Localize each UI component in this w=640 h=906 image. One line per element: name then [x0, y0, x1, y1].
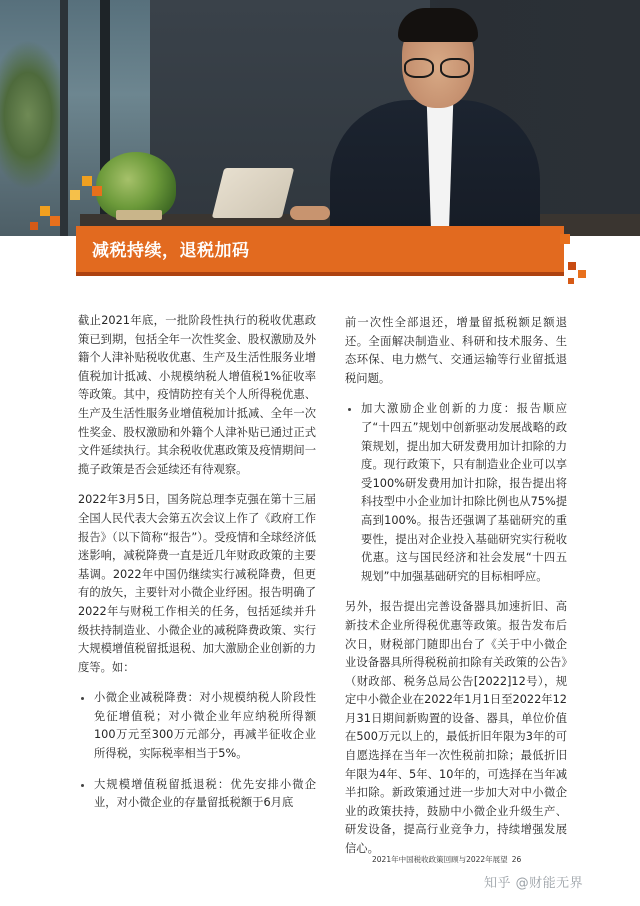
page-footer	[372, 854, 521, 865]
list-item: • 加大激励企业创新的力度：报告顺应了“十四五”规划中创新驱动发展战略的政策规划，提出加大研发费用加计扣除的力度。现行政策下，只有制造业企业可以享受100%研发费用加计扣除，报告提出将科技型中小企业加计扣除比例也从75%提高到100%。报告还强调了基础研究的重要性，提出对企业投入基础研究实行税收优惠。这与国民经济和社会发展“十四五规划”中加强基础研究的目标相呼应。	[361, 400, 567, 586]
left-column	[78, 312, 316, 825]
decor-square	[40, 206, 50, 216]
section-banner-shadow	[76, 272, 564, 276]
person-hand	[290, 206, 330, 220]
watermark: 知乎 @财能无界	[484, 876, 584, 891]
person-hair	[398, 8, 478, 42]
decor-square	[82, 176, 92, 186]
paragraph: 另外，报告提出完善设备器具加速折旧、高新技术企业所得税优惠等政策。报告发布后次日，财税部门随即出台了《关于中小微企业设备器具所得税税前扣除有关政策的公告》（财政部、税务总局公告[2022]12号），规定中小微企业在2022年1月1日至2022年12月31日期间新购置的设备、器具，单位价值在500万元以上的，最低折旧年限为3年的可自愿选择在当年一次性税前扣除；最低折旧年限为4年、5年、10年的，可选择在当年减半扣除。新政策通过进一步加大对中小微企业的政策扶持，鼓励中小微企业升级生产、研发设备，提高行业竞争力，持续增强发展信心。	[345, 600, 567, 856]
window-frame	[60, 0, 68, 236]
decor-square	[578, 270, 586, 278]
bullet-list	[78, 689, 316, 813]
plant-pot	[116, 210, 162, 220]
decor-square	[50, 216, 60, 226]
decor-square	[568, 262, 576, 270]
decor-square	[560, 234, 570, 244]
decor-square	[70, 190, 80, 200]
laptop	[212, 168, 294, 218]
hero-photo	[0, 0, 640, 236]
paragraph: 2022年3月5日，国务院总理李克强在第十三届全国人民代表大会第五次会议上作了《政府工作报告》（以下简称“报告”）。受疫情和全球经济低迷影响，减税降费一直是近几年财政政策的主要基调。2022年中国仍继续实行减税降费，但更有的放矢，主要针对小微企业纾困。报告明确了2022年与财税工作相关的任务，包括延续并升级扶持制造业、小微企业的减税降费政策、实行大规模增值税留抵退税、加大激励企业创新的力度等。如：	[78, 493, 316, 674]
list-item: • 小微企业减税降费：对小规模纳税人阶段性免征增值税；对小微企业年应纳税所得额100万元至300万元部分，再减半征收企业所得税，实际税率相当于5%。	[94, 689, 316, 763]
page-number: 26	[511, 855, 522, 864]
section-title: 减税持续，退税加码	[92, 241, 250, 261]
paragraph: 截止2021年底，一批阶段性执行的税收优惠政策已到期，包括全年一次性奖金、股权激励及外籍个人津补贴税收优惠、生产及生活性服务业增值税加计抵减、小规模纳税人增值税1%征收率等政策。其中，疫情防控有关个人所得税优惠、生产及生活性服务业增值税加计抵减、全年一次性奖金、股权激励和外籍个人津补贴已通过正式文件延续执行。其余税收优惠政策及疫情期间一揽子政策是否会延续还有待观察。	[78, 314, 316, 476]
footer-title: 2021年中国税收政策回顾与2022年展望	[372, 855, 508, 864]
paragraph-continuation: 前一次性全部退还，增量留抵税额足额退还。全面解决制造业、科研和技术服务、生态环保、电力燃气、交通运输等行业留抵退税问题。	[345, 316, 567, 385]
decor-square	[92, 186, 102, 196]
bullet-list	[345, 400, 567, 586]
decor-square	[30, 222, 38, 230]
right-column	[345, 314, 567, 871]
decor-square	[568, 278, 574, 284]
glasses	[404, 58, 470, 76]
list-item: • 大规模增值税留抵退税：优先安排小微企业，对小微企业的存量留抵税额于6月底	[94, 776, 316, 813]
